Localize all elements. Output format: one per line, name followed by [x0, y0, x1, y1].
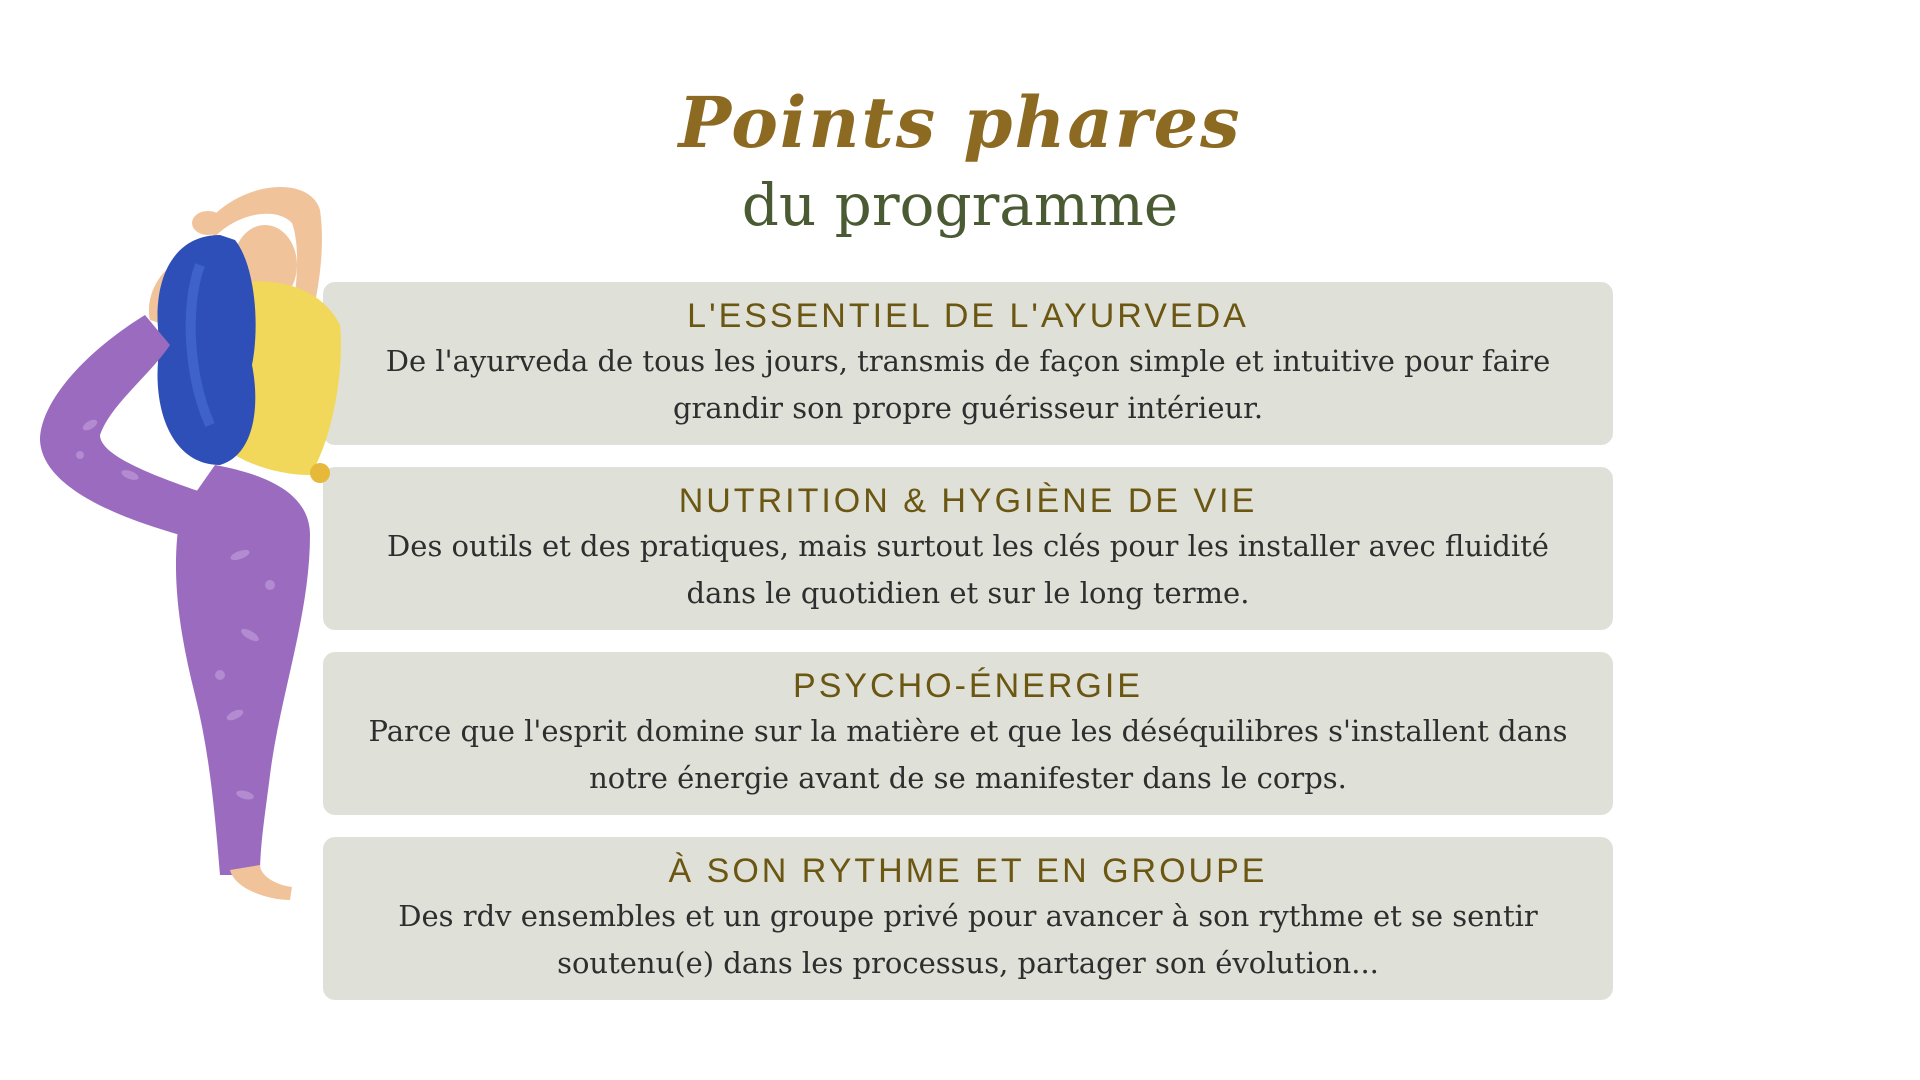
- page-subtitle: du programme: [741, 171, 1179, 239]
- card-title: PSYCHO-ÉNERGIE: [793, 667, 1143, 705]
- card-text: De l'ayurveda de tous les jours, transmis de façon simple et intuitive pour faire grandir son propre guérisseur intérieur.: [385, 344, 1551, 425]
- card-text: Parce que l'esprit domine sur la matière et que les déséquilibres s'installent dans notre énergie avant de se manifester dans le corps.: [368, 714, 1568, 795]
- highlight-card-nutrition: [323, 467, 1613, 630]
- card-title: NUTRITION & HYGIÈNE DE VIE: [678, 482, 1258, 520]
- yoga-woman-dancer-pose-icon: [20, 175, 380, 915]
- card-title: À SON RYTHME ET EN GROUPE: [668, 852, 1268, 890]
- highlight-card-psycho-energie: [323, 652, 1613, 815]
- page-title: Points phares: [678, 81, 1242, 164]
- card-text: Des outils et des pratiques, mais surtout les clés pour les installer avec fluidité dans le quotidien et sur le long terme.: [387, 529, 1549, 610]
- highlight-card-groupe: [323, 837, 1613, 1000]
- card-text: Des rdv ensembles et un groupe privé pour avancer à son rythme et se sentir soutenu(e) dans les processus, partager son évolution...: [398, 899, 1538, 980]
- card-title: L'ESSENTIEL DE L'AYURVEDA: [687, 297, 1249, 335]
- highlight-card-ayurveda: [323, 282, 1613, 445]
